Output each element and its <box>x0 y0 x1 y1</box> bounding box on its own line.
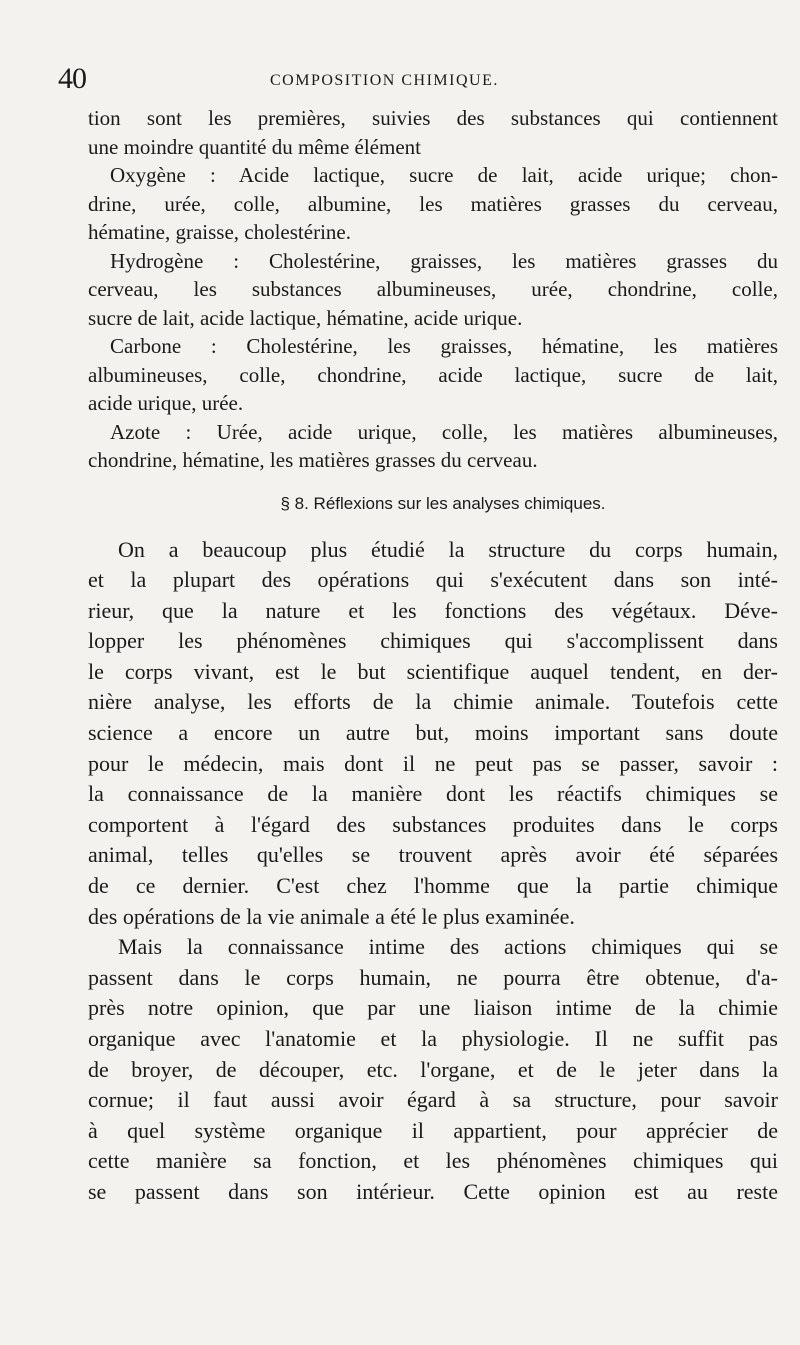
element-list <box>88 104 778 475</box>
text-line: organique avec l'anatomie et la physiologie. Il ne suffit pas <box>88 1026 778 1051</box>
text-line: se passent dans son intérieur. Cette opinion est au reste <box>88 1178 778 1204</box>
text-line: passent dans le corps humain, ne pourra être obtenue, d'a- <box>88 964 778 990</box>
page-number: 40 <box>58 62 86 95</box>
text-line: hématine, graisse, cholestérine. <box>88 220 351 244</box>
text-line: des opérations de la vie animale a été le plus examinée. <box>88 903 575 929</box>
page-header <box>0 58 800 98</box>
text-line: à quel système organique il appartient, pour apprécier de <box>88 1117 778 1143</box>
text-line: nière analyse, les efforts de la chimie animale. Toutefois cette <box>88 689 778 715</box>
text-line: une moindre quantité du même élément <box>88 134 421 159</box>
running-head: COMPOSITION CHIMIQUE. <box>270 72 499 89</box>
text-line: Azote : Urée, acide urique, colle, les matières albumineuses, <box>110 419 778 444</box>
text-line: de broyer, de découper, etc. l'organe, et de le jeter dans la <box>88 1056 778 1082</box>
text-line: Mais la connaissance intime des actions chimiques qui se <box>118 934 778 960</box>
text-line: animal, telles qu'elles se trouvent après avoir été séparées <box>88 842 778 868</box>
text-line: drine, urée, colle, albumine, les matières grasses du cerveau, <box>88 191 778 216</box>
text-line: Hydrogène : Cholestérine, graisses, les matières grasses du <box>110 248 778 273</box>
text-line: science a encore un autre but, moins important sans doute <box>88 720 778 746</box>
text-line: cerveau, les substances albumineuses, urée, chondrine, colle, <box>88 277 778 301</box>
text-line: On a beaucoup plus étudié la structure du corps humain, <box>118 536 778 562</box>
text-line: sucre de lait, acide lactique, hématine, acide urique. <box>88 305 523 330</box>
text-line: Carbone : Cholestérine, les graisses, hématine, les matières <box>110 334 778 358</box>
section-heading: § 8. Réflexions sur les analyses chimiques. <box>280 493 606 513</box>
text-line: le corps vivant, est le but scientifique auquel tendent, en der- <box>88 658 778 684</box>
page-body <box>88 104 778 1208</box>
text-line: tion sont les premières, suivies des substances qui contiennent <box>88 106 778 130</box>
text-line: lopper les phénomènes chimiques qui s'accomplissent dans <box>88 628 778 654</box>
text-line: pour le médecin, mais dont il ne peut pas se passer, savoir : <box>88 750 778 776</box>
text-line: la connaissance de la manière dont les réactifs chimiques se <box>88 781 778 807</box>
text-line: de ce dernier. C'est chez l'homme que la partie chimique <box>88 873 778 899</box>
text-line: cornue; il faut aussi avoir égard à sa structure, pour savoir <box>88 1087 778 1113</box>
text-line: chondrine, hématine, les matières grasses du cerveau. <box>88 448 538 472</box>
text-line: cette manière sa fonction, et les phénomènes chimiques qui <box>88 1148 778 1174</box>
text-line: près notre opinion, que par une liaison intime de la chimie <box>88 995 778 1021</box>
text-line: et la plupart des opérations qui s'exécutent dans son inté- <box>88 567 778 593</box>
text-line: comportent à l'égard des substances produites dans le corps <box>88 811 778 837</box>
text-line: Oxygène : Acide lactique, sucre de lait, acide urique; chon- <box>110 163 778 187</box>
text-line: acide urique, urée. <box>88 391 244 415</box>
text-line: albumineuses, colle, chondrine, acide lactique, sucre de lait, <box>88 362 778 387</box>
text-line: rieur, que la nature et les fonctions des végétaux. Déve- <box>88 597 778 623</box>
body-paragraphs <box>88 535 778 1208</box>
